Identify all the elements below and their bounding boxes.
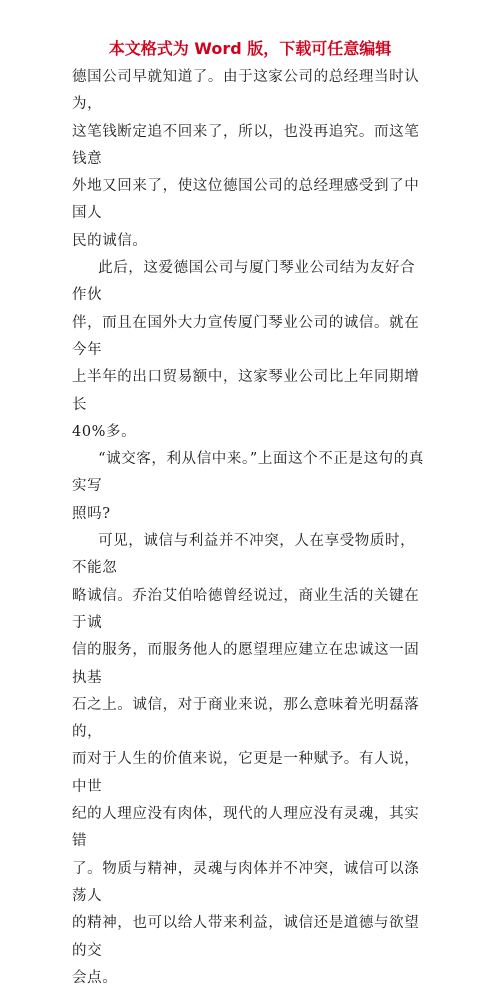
word-format-banner: 本文格式为 Word 版，下载可任意编辑	[108, 39, 392, 58]
paragraph-quote: “诚交客，利从信中来。”上面这个不正是这句的真实写 照吗?	[72, 451, 424, 522]
cut-off-next-line	[72, 553, 428, 565]
paragraph-german-company: 德国公司早就知道了。由于这家公司的总经理当时认为， 这笔钱断定追不回来了，所以，也没再追究。而这笔钱意 外地又回来了，使这位德国公司的总经理感受到了中国人 民的诚信。	[72, 69, 420, 249]
paragraph-partnership: 此后，这爱德国公司与厦门琴业公司结为友好合作伙 伴，而且在国外大力宣传厦门琴业公司的诚信。就在今年 上半年的出口贸易额中，这家琴业公司比上年同期增长 40%多。	[72, 260, 420, 440]
paragraph-conclusion: 可见，诚信与利益并不冲突，人在享受物质时，不能忽 略诚信。乔治艾伯哈德曾经说过，商业生活的关键在于诚 信的服务，而服务他人的愿望理应建立在忠诚这一固执基 石之上。诚信，对于商业来说，那么意味着光明磊落的， 而对于人生的价值来说，它更是一种赋予。有人说，中世 纪的人理应没有肉体，现代的人理应没有灵魂，其实错 了。物质与精神，灵魂与肉体并不冲突，诚信可以涤荡人 的精神，也可以给人带来利益，诚信还是道德与欲望的交 会点。	[72, 533, 420, 986]
document-body	[72, 64, 428, 992]
